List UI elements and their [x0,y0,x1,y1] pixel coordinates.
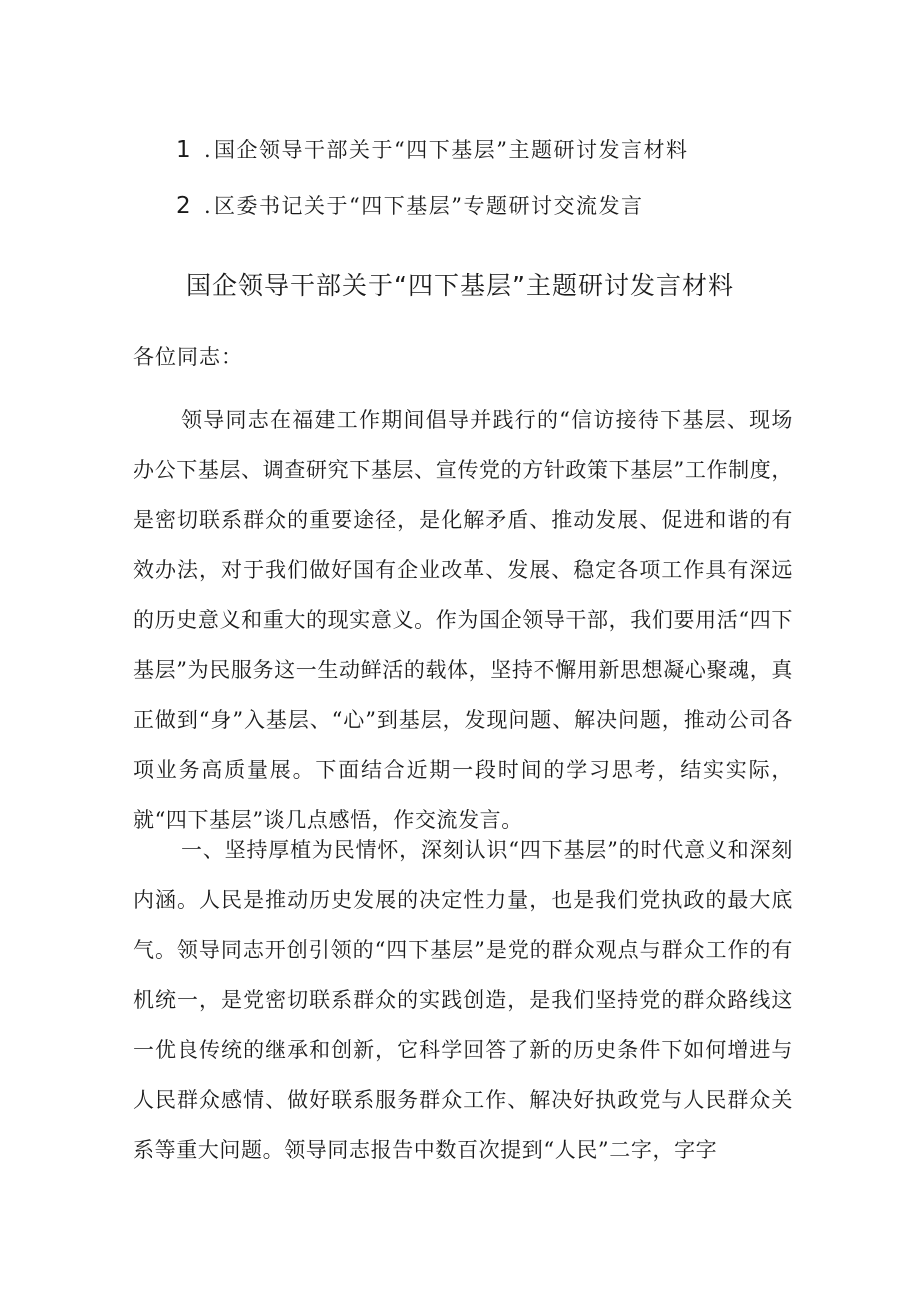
toc-item-text: 区委书记关于“四下基层”专题研讨交流发言 [214,194,644,218]
toc-item [176,192,816,220]
toc-item-number: 2 [176,193,193,219]
toc-item-text: 国企领导干部关于“四下基层”主题研讨发言材料 [214,138,689,162]
body-paragraph: 一、坚持厚植为民情怀，深刻认识“四下基层”的时代意义和深刻内涵。人民是推动历史发展的决定性力量，也是我们党执政的最大底气。领导同志开创引领的“四下基层”是党的群众观点与群众工作的有机统一，是党密切联系群众的实践创造，是我们坚持党的群众路线这一优良传统的继承和创新，它科学回答了新的历史条件下如何增进与人民群众感情、做好联系服务群众工作、解决好执政党与人民群众关系等重大问题。领导同志报告中数百次提到“人民”二字，字字 [133,838,793,1162]
toc-item-dot: . [204,194,213,218]
toc-item-number: 1 [176,137,193,163]
toc-item [176,136,816,164]
body-paragraph: 领导同志在福建工作期间倡导并践行的“信访接待下基层、现场办公下基层、调查研究下基层、宣传党的方针政策下基层”工作制度，是密切联系群众的重要途径，是化解矛盾、推动发展、促进和谐的有效办法，对于我们做好国有企业改革、发展、稳定各项工作具有深远的历史意义和重大的现实意义。作为国企领导干部，我们要用活“四下基层”为民服务这一生动鲜活的载体，坚持不懈用新思想凝心聚魂，真正做到“身”入基层、“心”到基层，发现问题、解决问题，推动公司各项业务高质量展。下面结合近期一段时间的学习思考，结实实际，就“四下基层”谈几点感悟，作交流发言。 [133,408,793,832]
greeting: 各位同志： [133,345,243,369]
toc-item-dot: . [204,138,213,162]
table-of-contents [176,136,816,248]
document-title: 国企领导干部关于“四下基层”主题研讨发言材料 [186,271,734,300]
